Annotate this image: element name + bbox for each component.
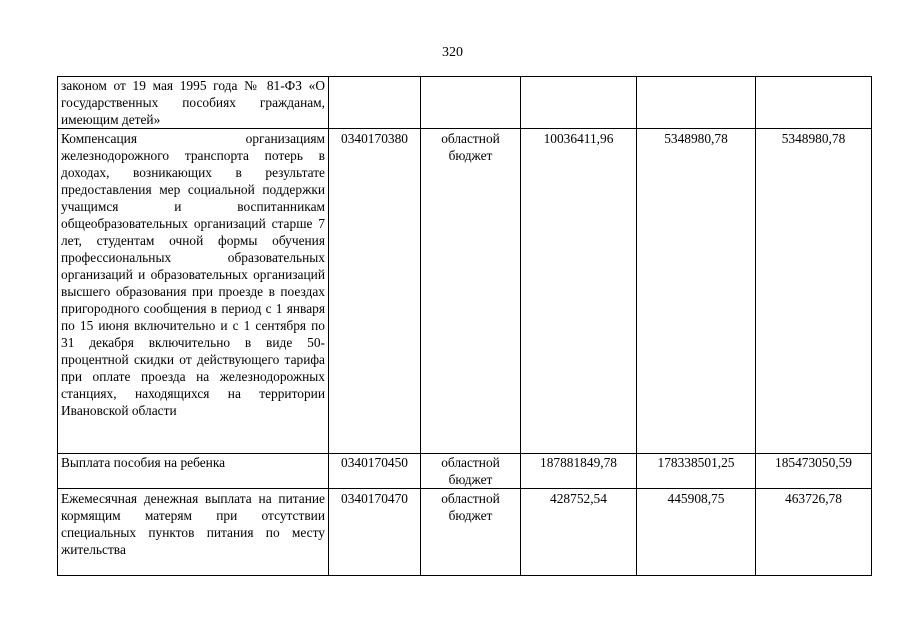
expense-name-cell: Ежемесячная денежная выплата на питание кормящим матерям при отсутствии специальных пунктов питания по месту жительства (58, 489, 329, 576)
expense-name-cell: законом от 19 мая 1995 года № 81-ФЗ «О государственных пособиях гражданам, имеющим детей» (58, 77, 329, 129)
budget-table (57, 76, 872, 576)
page-number: 320 (442, 45, 463, 60)
funding-source-cell: областной бюджет (421, 489, 521, 576)
amount-cell-3: 185473050,59 (756, 454, 872, 489)
amount-cell-1: 187881849,78 (521, 454, 637, 489)
expense-name-cell: Компенсация организациям железнодорожного транспорта потерь в доходах, возникающих в результате предоставления мер социальной поддержки учащимся и воспитанникам общеобразовательных организаций старше 7 лет, студентам очной формы обучения профессиональных образовательных организаций и образовательных организаций высшего образования при проезде в поездах пригородного сообщения в период с 1 января по 15 июня включительно и с 1 сентября по 31 декабря включительно в виде 50-процентной скидки от действующего тарифа при оплате проезда на железнодорожных станциях, находящихся на территории Ивановской области (58, 129, 329, 454)
expense-name-cell: Выплата пособия на ребенка (58, 454, 329, 489)
table-row (58, 129, 872, 454)
amount-cell-3: 5348980,78 (756, 129, 872, 454)
amount-cell-2: 5348980,78 (637, 129, 756, 454)
budget-code-cell: 0340170450 (329, 454, 421, 489)
amount-cell-2: 178338501,25 (637, 454, 756, 489)
funding-source-cell: областной бюджет (421, 454, 521, 489)
funding-source-cell: областной бюджет (421, 129, 521, 454)
amount-cell-2 (637, 77, 756, 129)
budget-code-cell: 0340170470 (329, 489, 421, 576)
budget-code-cell: 0340170380 (329, 129, 421, 454)
amount-cell-2: 445908,75 (637, 489, 756, 576)
budget-code-cell (329, 77, 421, 129)
table-row (58, 77, 872, 129)
amount-cell-1: 428752,54 (521, 489, 637, 576)
amount-cell-1: 10036411,96 (521, 129, 637, 454)
amount-cell-3: 463726,78 (756, 489, 872, 576)
table-row (58, 454, 872, 489)
table-row (58, 489, 872, 576)
funding-source-cell (421, 77, 521, 129)
amount-cell-3 (756, 77, 872, 129)
amount-cell-1 (521, 77, 637, 129)
